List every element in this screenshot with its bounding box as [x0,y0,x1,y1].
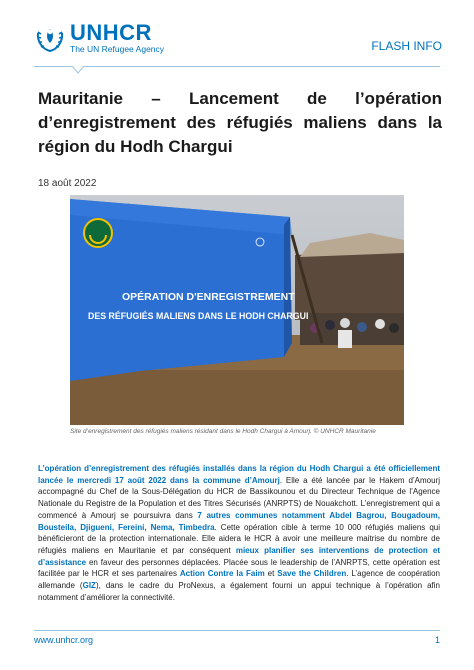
registration-site-photo [70,195,404,425]
photo-caption: Site d’enregistrement des réfugiés maliens résidant dans le Hodh Chargui à Amourj. © UNHCR Mauritanie [70,428,376,435]
footer-divider [34,630,440,631]
page-header [0,0,474,78]
highlight-text: mieux planifier ses interventions de protection et d’assistance [38,545,441,567]
logo-tagline: The UN Refugee Agency [70,44,165,54]
banner-line-1: OPÉRATION D'ENREGISTREMENT [122,291,295,303]
footer-url-link[interactable]: www.unhcr.org [34,635,94,645]
partner-save-the-children: Save the Children [277,569,347,579]
partner-acf: Action Contre la Faim [179,569,265,579]
header-divider [34,66,440,67]
flash-info-label: FLASH INFO [371,39,442,53]
page-number: 1 [434,635,440,645]
body-text: en faveur des personnes déplacées. Placée sous le leadership de l’ANRPTS, cette opération est facilitée par le HCR et ses partenaires [38,557,440,579]
page-title: Mauritanie – Lancement de l’opération d’enregistrement des réfugiés maliens dans la région du Hodh Chargui [38,89,442,156]
banner-line-2: DES RÉFUGIÉS MALIENS DANS LE HODH CHARGUI [88,311,309,321]
photo-illustration [70,195,404,425]
communes-text: 7 autres communes notamment Abdel Bagrou, Bougadoum, Bousteila, Djigueni, Fereini, Nema, Timbedra [38,510,440,532]
body-paragraph [38,463,440,603]
body-text: ), dans le cadre du ProNexus, a également fourni un appui technique à l’opération afin notamment d’améliorer la connectivité. [38,581,440,602]
chevron-down-icon [72,66,84,74]
partner-giz: GIZ [82,581,96,591]
logo-name: UNHCR [70,20,152,45]
publication-date: 18 août 2022 [38,178,97,189]
body-text: et [264,569,278,579]
unhcr-emblem-icon [34,23,66,53]
lead-text: L’opération d’enregistrement des réfugiés installés dans la région du Hodh Chargui a été officiellement lancée le mercredi 17 août 2022 dans la commune d’Amourj [38,464,440,485]
body-text: . Elle a été lancée par le Hakem d’Amourj accompagné du Chef de la Sous-Délégation du HCR de Bassikounou et du Directeur Technique de l’Agence Nationale du Registre de la Population et des Titres Sécurisés (ANRPTS) de Nouakchott. L’enregistrement qui a commencé à Amourj se poursuivra dans [38,475,441,520]
unhcr-logo[interactable] [34,22,164,54]
body-text: . Cette opération cible à terme 10 000 réfugiés maliens qui bénéficieront de la protection internationale. Elle aidera le HCR à avoir une meilleure maitrise du nombre de réfugiés maliens en Mauritanie et par conséquent [38,522,440,555]
body-text: . L’agence de coopération allemande ( [38,569,440,591]
